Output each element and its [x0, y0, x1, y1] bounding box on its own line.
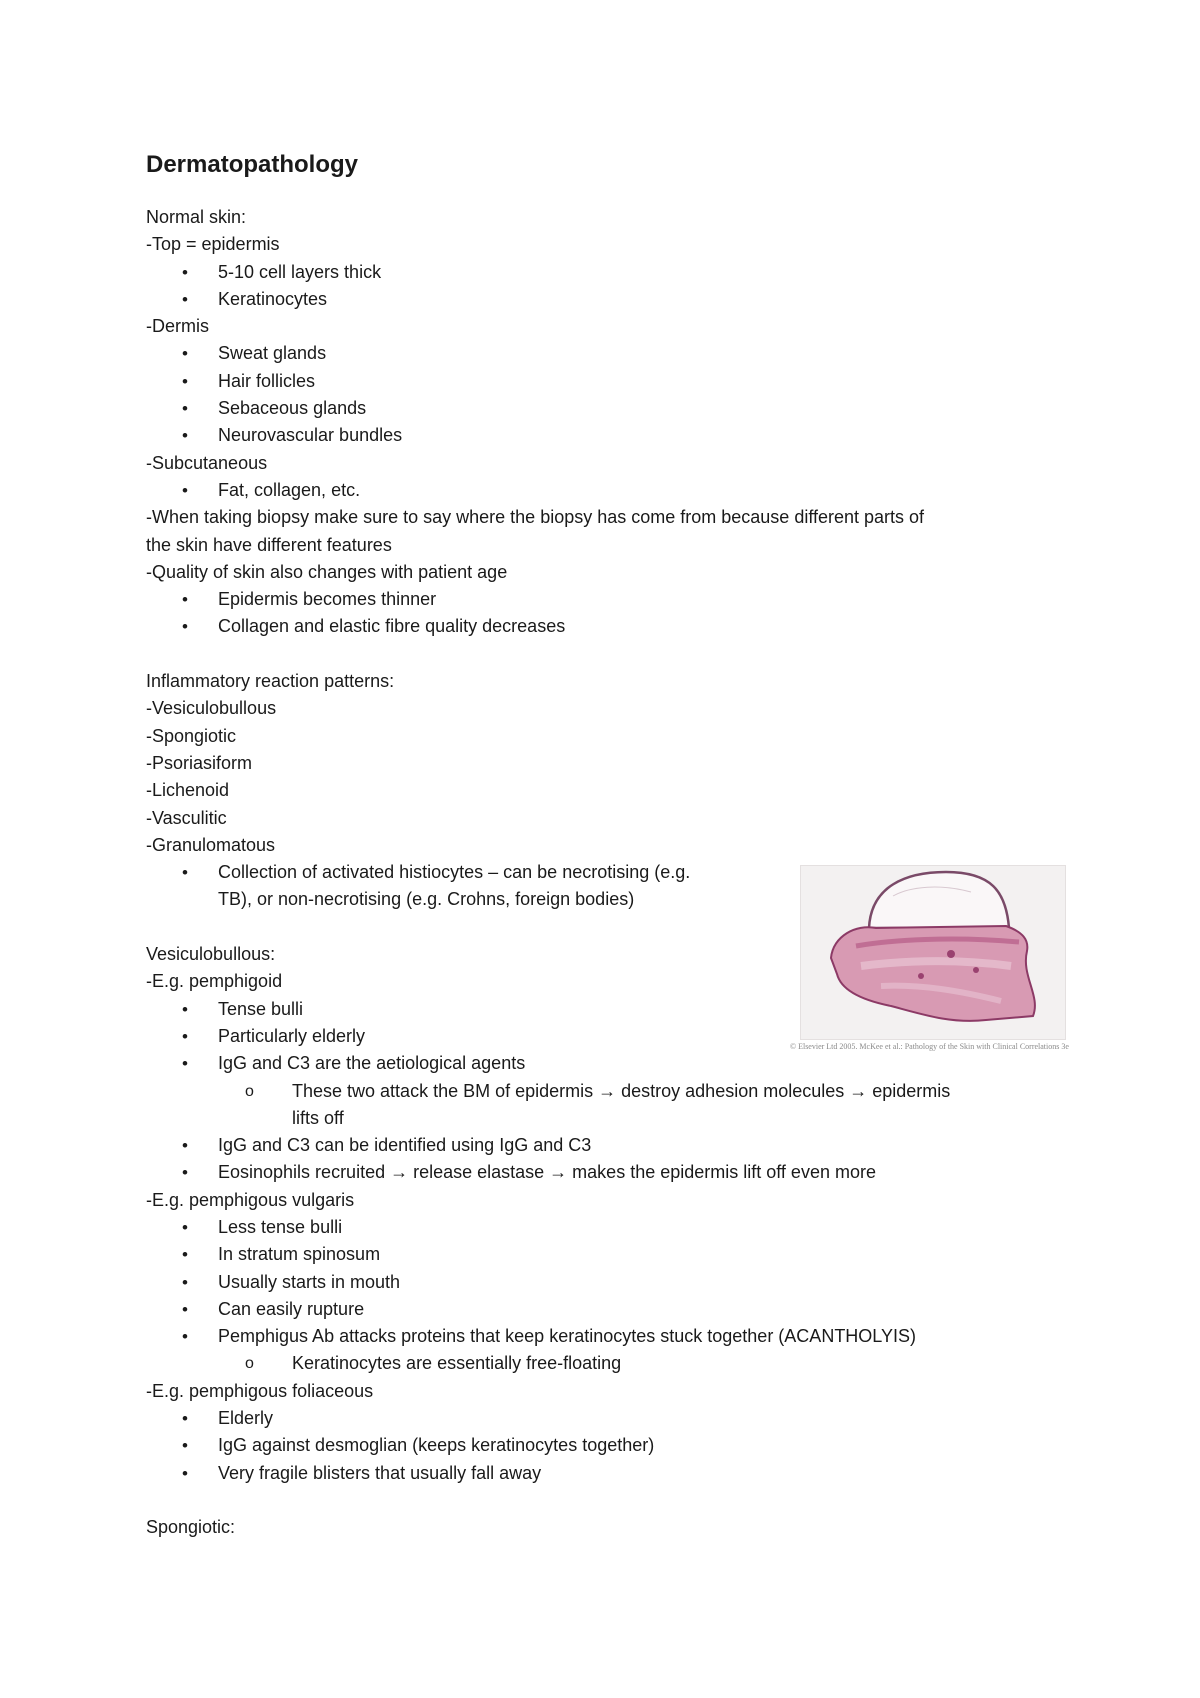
- text-line: -Top = epidermis: [146, 234, 280, 255]
- bullet-item: • Less tense bulli: [146, 1214, 1076, 1241]
- bullet-item: • In stratum spinosum: [146, 1241, 1076, 1268]
- bullet-item: • Can easily rupture: [146, 1296, 1076, 1323]
- text-line: -Spongiotic: [146, 725, 237, 746]
- blank-line: [146, 641, 1076, 668]
- page-title: Dermatopathology: [146, 151, 359, 178]
- bullet-item: • Collection of activated histiocytes – can be necrotising (e.g.: [146, 859, 1076, 886]
- bullet-item: • Usually starts in mouth: [146, 1269, 1076, 1296]
- bullet-item: • Epidermis becomes thinner: [146, 586, 1076, 613]
- bullet-item: • Elderly: [146, 1405, 1076, 1432]
- text-line: -Quality of skin also changes with patient age: [146, 561, 508, 582]
- bullet-item: • Pemphigus Ab attacks proteins that keep keratinocytes stuck together (ACANTHOLYIS): [146, 1323, 1076, 1350]
- text-line: -Vesiculobullous: [146, 698, 277, 719]
- text-line: Normal skin:: [146, 207, 247, 227]
- text-line: lifts off: [292, 1107, 344, 1128]
- bullet-item: • 5-10 cell layers thick: [146, 259, 1076, 286]
- text-line: -Subcutaneous: [146, 452, 268, 473]
- bullet-item: • Very fragile blisters that usually fall away: [146, 1460, 1076, 1487]
- bullet-item: • Sebaceous glands: [146, 395, 1076, 422]
- sub-bullet-item: o These two attack the BM of epidermis → destroy adhesion molecules → epidermis: [146, 1078, 1076, 1105]
- bullet-item: • IgG and C3 are the aetiological agents: [146, 1050, 1076, 1077]
- figure-caption: © Elsevier Ltd 2005. McKee et al.: Pathology of the Skin with Clinical Correlations 3e: [790, 1042, 1069, 1051]
- text-line: Inflammatory reaction patterns:: [146, 671, 395, 692]
- text-line: -Lichenoid: [146, 780, 230, 801]
- bullet-item: • Keratinocytes: [146, 286, 1076, 313]
- bullet-item: • Tense bulli: [146, 996, 1076, 1023]
- bullet-item: • Collagen and elastic fibre quality decreases: [146, 613, 1076, 640]
- text-line: -Vasculitic: [146, 807, 227, 828]
- bullet-item: • Sweat glands: [146, 340, 1076, 367]
- text-line: -Granulomatous: [146, 834, 276, 855]
- text-line: -Psoriasiform: [146, 752, 253, 773]
- histology-slide-graphic: [801, 866, 1065, 1039]
- text-line: Spongiotic:: [146, 1517, 236, 1538]
- text-line: Vesiculobullous:: [146, 944, 276, 965]
- bullet-item: • Fat, collagen, etc.: [146, 477, 1076, 504]
- bullet-item: • IgG and C3 can be identified using IgG and C3: [146, 1132, 1076, 1159]
- bullet-item: • Particularly elderly: [146, 1023, 1076, 1050]
- text-line: -When taking biopsy make sure to say where the biopsy has come from because different parts of: [146, 507, 925, 528]
- bullet-item: • Neurovascular bundles: [146, 422, 1076, 449]
- blank-line: [146, 1487, 1076, 1514]
- bullet-item: • Hair follicles: [146, 368, 1076, 395]
- text-line: TB), or non-necrotising (e.g. Crohns, foreign bodies): [218, 889, 635, 910]
- text-line: -E.g. pemphigous vulgaris: [146, 1189, 355, 1210]
- document-page: [146, 150, 1076, 1542]
- text-line: -E.g. pemphigous foliaceous: [146, 1380, 374, 1401]
- text-line: -Dermis: [146, 316, 209, 337]
- bullet-item: • Eosinophils recruited → release elastase → makes the epidermis lift off even more: [146, 1159, 1076, 1186]
- bullet-item: • IgG against desmoglian (keeps keratinocytes together): [146, 1432, 1076, 1459]
- text-line: -E.g. pemphigoid: [146, 971, 283, 992]
- histology-image: [800, 865, 1066, 1040]
- text-line: the skin have different features: [146, 534, 392, 555]
- sub-bullet-item: o Keratinocytes are essentially free-floating: [146, 1350, 1076, 1377]
